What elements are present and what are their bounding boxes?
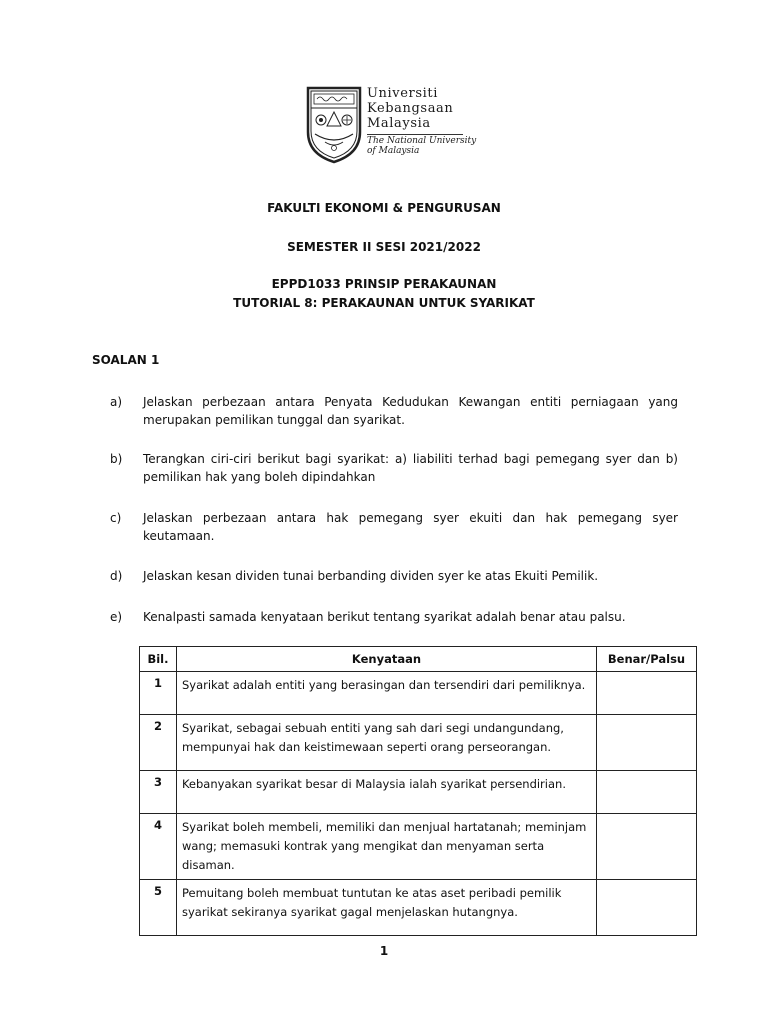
course-heading: EPPD1033 PRINSIP PERAKAUNAN bbox=[271, 277, 497, 291]
question-text: Jelaskan perbezaan antara Penyata Kedudukan Kewangan entiti perniagaan yang merupakan pemilikan tunggal dan syarikat. bbox=[143, 395, 678, 427]
logo-subtitle-1: The National University bbox=[367, 136, 477, 146]
logo-line-universiti: Universiti bbox=[367, 86, 438, 101]
question-d bbox=[110, 567, 678, 585]
logo-line-malaysia: Malaysia bbox=[367, 116, 431, 131]
header-bil: Bil. bbox=[140, 647, 177, 672]
question-letter: c) bbox=[110, 511, 122, 525]
statement-table bbox=[139, 646, 697, 936]
table-header-row bbox=[140, 647, 697, 672]
logo-subtitle-2: of Malaysia bbox=[367, 145, 420, 156]
answer-cell[interactable] bbox=[597, 814, 697, 880]
row-statement: Pemuitang boleh membuat tuntutan ke atas aset peribadi pemilik syarikat sekiranya syarikat gagal menjelaskan hutangnya. bbox=[176, 880, 596, 936]
page-number: 1 bbox=[379, 944, 389, 958]
tutorial-heading: TUTORIAL 8: PERAKAUNAN UNTUK SYARIKAT bbox=[233, 296, 535, 310]
question-b bbox=[110, 450, 678, 486]
faculty-heading: FAKULTI EKONOMI & PENGURUSAN bbox=[267, 201, 501, 215]
row-statement: Syarikat boleh membeli, memiliki dan menjual hartatanah; meminjam wang; memasuki kontrak yang mengikat dan menyaman serta disaman. bbox=[176, 814, 596, 880]
question-e bbox=[110, 608, 678, 626]
question-text: Terangkan ciri-ciri berikut bagi syarikat: a) liabiliti terhad bagi pemegang syer dan b) pemilikan hak yang boleh dipindahkan bbox=[143, 452, 678, 484]
table-row bbox=[140, 715, 697, 771]
table-row bbox=[140, 771, 697, 814]
question-c bbox=[110, 509, 678, 545]
question-text: Jelaskan perbezaan antara hak pemegang syer ekuiti dan hak pemegang syer keutamaan. bbox=[143, 511, 678, 543]
question-a bbox=[110, 393, 678, 429]
row-number: 4 bbox=[140, 814, 177, 880]
header-kenyataan: Kenyataan bbox=[176, 647, 596, 672]
row-statement: Syarikat adalah entiti yang berasingan dan tersendiri dari pemiliknya. bbox=[176, 672, 596, 715]
table-row bbox=[140, 814, 697, 880]
row-number: 5 bbox=[140, 880, 177, 936]
answer-cell[interactable] bbox=[597, 715, 697, 771]
logo-divider bbox=[367, 134, 463, 135]
question-letter: b) bbox=[110, 452, 123, 466]
row-number: 3 bbox=[140, 771, 177, 814]
row-statement: Kebanyakan syarikat besar di Malaysia ialah syarikat persendirian. bbox=[176, 771, 596, 814]
question-letter: a) bbox=[110, 395, 123, 409]
logo-line-kebangsaan: Kebangsaan bbox=[367, 101, 454, 116]
table-row bbox=[140, 880, 697, 936]
row-number: 2 bbox=[140, 715, 177, 771]
question-letter: d) bbox=[110, 569, 123, 583]
answer-cell[interactable] bbox=[597, 672, 697, 715]
question-text: Jelaskan kesan dividen tunai berbanding dividen syer ke atas Ekuiti Pemilik. bbox=[143, 569, 599, 583]
semester-heading: SEMESTER II SESI 2021/2022 bbox=[287, 240, 481, 254]
question-letter: e) bbox=[110, 610, 123, 624]
section-title: SOALAN 1 bbox=[92, 353, 160, 367]
university-logo bbox=[305, 84, 480, 164]
crest-icon bbox=[305, 84, 363, 164]
answer-cell[interactable] bbox=[597, 880, 697, 936]
answer-cell[interactable] bbox=[597, 771, 697, 814]
row-number: 1 bbox=[140, 672, 177, 715]
row-statement: Syarikat, sebagai sebuah entiti yang sah dari segi undangundang, mempunyai hak dan keistimewaan seperti orang perseorangan. bbox=[176, 715, 596, 771]
table-row bbox=[140, 672, 697, 715]
header-benar-palsu: Benar/Palsu bbox=[597, 647, 697, 672]
question-text: Kenalpasti samada kenyataan berikut tentang syarikat adalah benar atau palsu. bbox=[143, 610, 626, 624]
